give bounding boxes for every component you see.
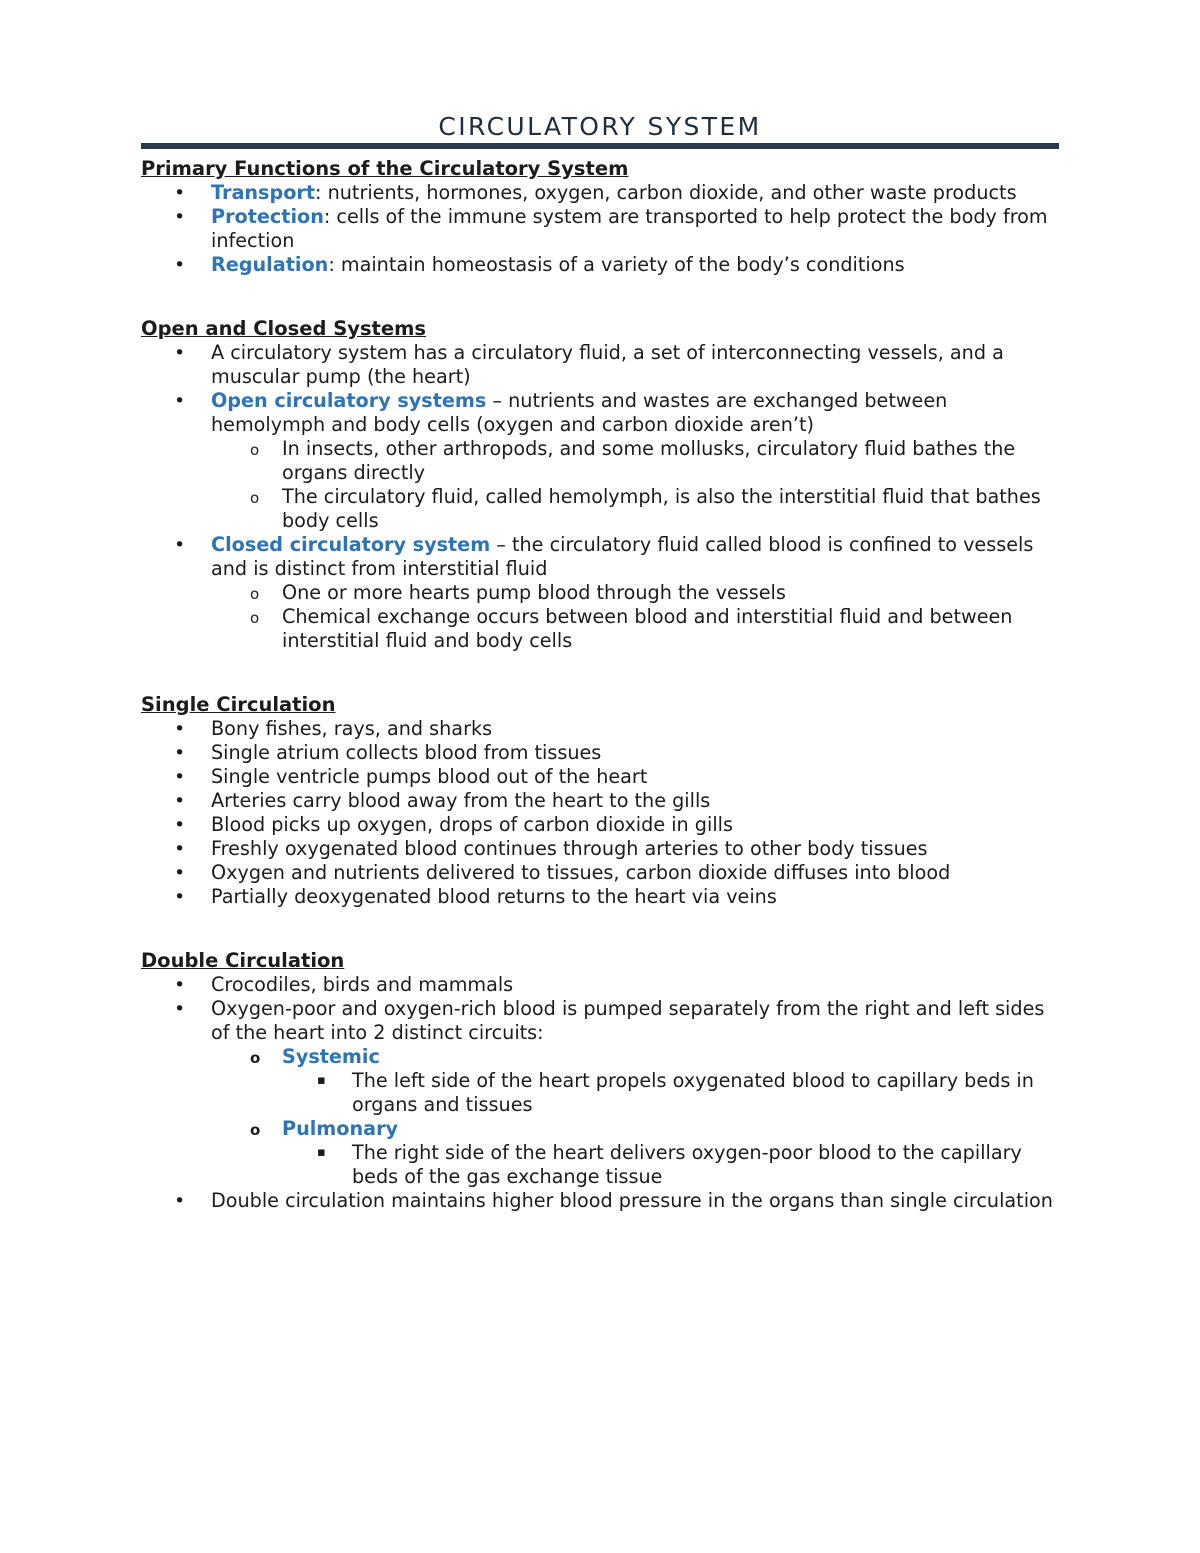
sub-list-item bbox=[141, 485, 1059, 533]
item-text: Partially deoxygenated blood returns to the heart via veins bbox=[211, 885, 777, 908]
list-item bbox=[141, 765, 1059, 789]
item-text: The circulatory fluid, called hemolymph, is also the interstitial fluid that bathes body cells bbox=[282, 485, 1041, 532]
document-title: CIRCULATORY SYSTEM bbox=[438, 112, 762, 141]
term-regulation: Regulation bbox=[211, 253, 329, 276]
item-text: – nutrients and wastes are exchanged between hemolymph and body cells (oxygen and carbon dioxide aren’t) bbox=[211, 389, 948, 436]
bullet-icon: • bbox=[174, 534, 186, 556]
section-heading-primary-functions: Primary Functions of the Circulatory System bbox=[141, 157, 629, 180]
item-text: Arteries carry blood away from the heart to the gills bbox=[211, 789, 711, 812]
list-item bbox=[141, 717, 1059, 741]
bullet-icon: • bbox=[174, 206, 186, 228]
sub-sub-list-item bbox=[141, 1069, 1059, 1117]
list-item bbox=[141, 389, 1059, 437]
item-text: Double circulation maintains higher blood pressure in the organs than single circulation bbox=[211, 1189, 1053, 1212]
bullet-icon: • bbox=[174, 718, 186, 740]
list-item bbox=[141, 837, 1059, 861]
bullet-icon: • bbox=[174, 886, 186, 908]
section-heading-single-circulation: Single Circulation bbox=[141, 693, 336, 716]
list-item bbox=[141, 253, 1059, 277]
circle-bullet-icon: o bbox=[250, 1121, 261, 1139]
circle-bullet-icon: o bbox=[250, 441, 260, 459]
bullet-icon: • bbox=[174, 766, 186, 788]
item-text: In insects, other arthropods, and some mollusks, circulatory fluid bathes the organs directly bbox=[282, 437, 1016, 484]
item-text: Blood picks up oxygen, drops of carbon dioxide in gills bbox=[211, 813, 733, 836]
circle-bullet-icon: o bbox=[250, 609, 260, 627]
list-item bbox=[141, 181, 1059, 205]
bullet-icon: • bbox=[174, 814, 186, 836]
bullet-icon: • bbox=[174, 182, 186, 204]
sub-list-item bbox=[141, 581, 1059, 605]
item-text: Bony fishes, rays, and sharks bbox=[211, 717, 493, 740]
section-heading-double-circulation: Double Circulation bbox=[141, 949, 345, 972]
list-item bbox=[141, 789, 1059, 813]
item-text: Oxygen-poor and oxygen-rich blood is pumped separately from the right and left sides of the heart into 2 distinct circuits: bbox=[211, 997, 1045, 1044]
double-circulation-list bbox=[141, 973, 1059, 1213]
open-closed-list bbox=[141, 341, 1059, 653]
section-spacer bbox=[141, 909, 1059, 949]
list-item bbox=[141, 533, 1059, 581]
list-item bbox=[141, 997, 1059, 1045]
term-transport: Transport bbox=[211, 181, 316, 204]
circle-bullet-icon: o bbox=[250, 489, 260, 507]
item-text: : cells of the immune system are transported to help protect the body from infection bbox=[211, 205, 1048, 252]
section-spacer bbox=[141, 653, 1059, 693]
bullet-icon: • bbox=[174, 998, 186, 1020]
item-text: : maintain homeostasis of a variety of the body’s conditions bbox=[328, 253, 905, 276]
bullet-icon: • bbox=[174, 838, 186, 860]
circle-bullet-icon: o bbox=[250, 1049, 261, 1067]
list-item bbox=[141, 973, 1059, 997]
item-text: The right side of the heart delivers oxygen-poor blood to the capillary beds of the gas exchange tissue bbox=[352, 1141, 1022, 1188]
item-text: Oxygen and nutrients delivered to tissues, carbon dioxide diffuses into blood bbox=[211, 861, 951, 884]
square-bullet-icon: ▪ bbox=[317, 1073, 326, 1088]
list-item bbox=[141, 341, 1059, 389]
single-circulation-list bbox=[141, 717, 1059, 909]
bullet-icon: • bbox=[174, 342, 186, 364]
item-text: – the circulatory fluid called blood is confined to vessels and is distinct from interstitial fluid bbox=[211, 533, 1034, 580]
sub-list-item bbox=[141, 437, 1059, 485]
term-protection: Protection bbox=[211, 205, 324, 228]
bullet-icon: • bbox=[174, 862, 186, 884]
list-item bbox=[141, 741, 1059, 765]
sub-list-item bbox=[141, 1117, 1059, 1141]
item-text: Single atrium collects blood from tissues bbox=[211, 741, 602, 764]
term-closed-circulatory: Closed circulatory system bbox=[211, 533, 491, 556]
item-text: Chemical exchange occurs between blood and interstitial fluid and between interstitial fluid and body cells bbox=[282, 605, 1013, 652]
sub-list-item bbox=[141, 1045, 1059, 1069]
item-text: : nutrients, hormones, oxygen, carbon dioxide, and other waste products bbox=[315, 181, 1017, 204]
primary-functions-list bbox=[141, 181, 1059, 277]
sub-sub-list-item bbox=[141, 1141, 1059, 1189]
item-text: Crocodiles, birds and mammals bbox=[211, 973, 514, 996]
circle-bullet-icon: o bbox=[250, 585, 260, 603]
item-text: Freshly oxygenated blood continues through arteries to other body tissues bbox=[211, 837, 928, 860]
bullet-icon: • bbox=[174, 742, 186, 764]
title-rule bbox=[141, 143, 1059, 149]
term-open-circulatory: Open circulatory systems bbox=[211, 389, 487, 412]
list-item bbox=[141, 1189, 1059, 1213]
square-bullet-icon: ▪ bbox=[317, 1145, 326, 1160]
sub-list-item bbox=[141, 605, 1059, 653]
document-body bbox=[141, 157, 1059, 1213]
list-item bbox=[141, 205, 1059, 253]
list-item bbox=[141, 861, 1059, 885]
item-text: One or more hearts pump blood through the vessels bbox=[282, 581, 786, 604]
bullet-icon: • bbox=[174, 390, 186, 412]
list-item bbox=[141, 885, 1059, 909]
section-heading-open-closed: Open and Closed Systems bbox=[141, 317, 427, 340]
list-item bbox=[141, 813, 1059, 837]
item-text: A circulatory system has a circulatory fluid, a set of interconnecting vessels, and a muscular pump (the heart) bbox=[211, 341, 1004, 388]
bullet-icon: • bbox=[174, 974, 186, 996]
section-spacer bbox=[141, 277, 1059, 317]
bullet-icon: • bbox=[174, 254, 186, 276]
term-systemic: Systemic bbox=[282, 1045, 380, 1068]
term-pulmonary: Pulmonary bbox=[282, 1117, 399, 1140]
bullet-icon: • bbox=[174, 790, 186, 812]
bullet-icon: • bbox=[174, 1190, 186, 1212]
item-text: The left side of the heart propels oxygenated blood to capillary beds in organs and tissues bbox=[352, 1069, 1034, 1116]
item-text: Single ventricle pumps blood out of the heart bbox=[211, 765, 648, 788]
